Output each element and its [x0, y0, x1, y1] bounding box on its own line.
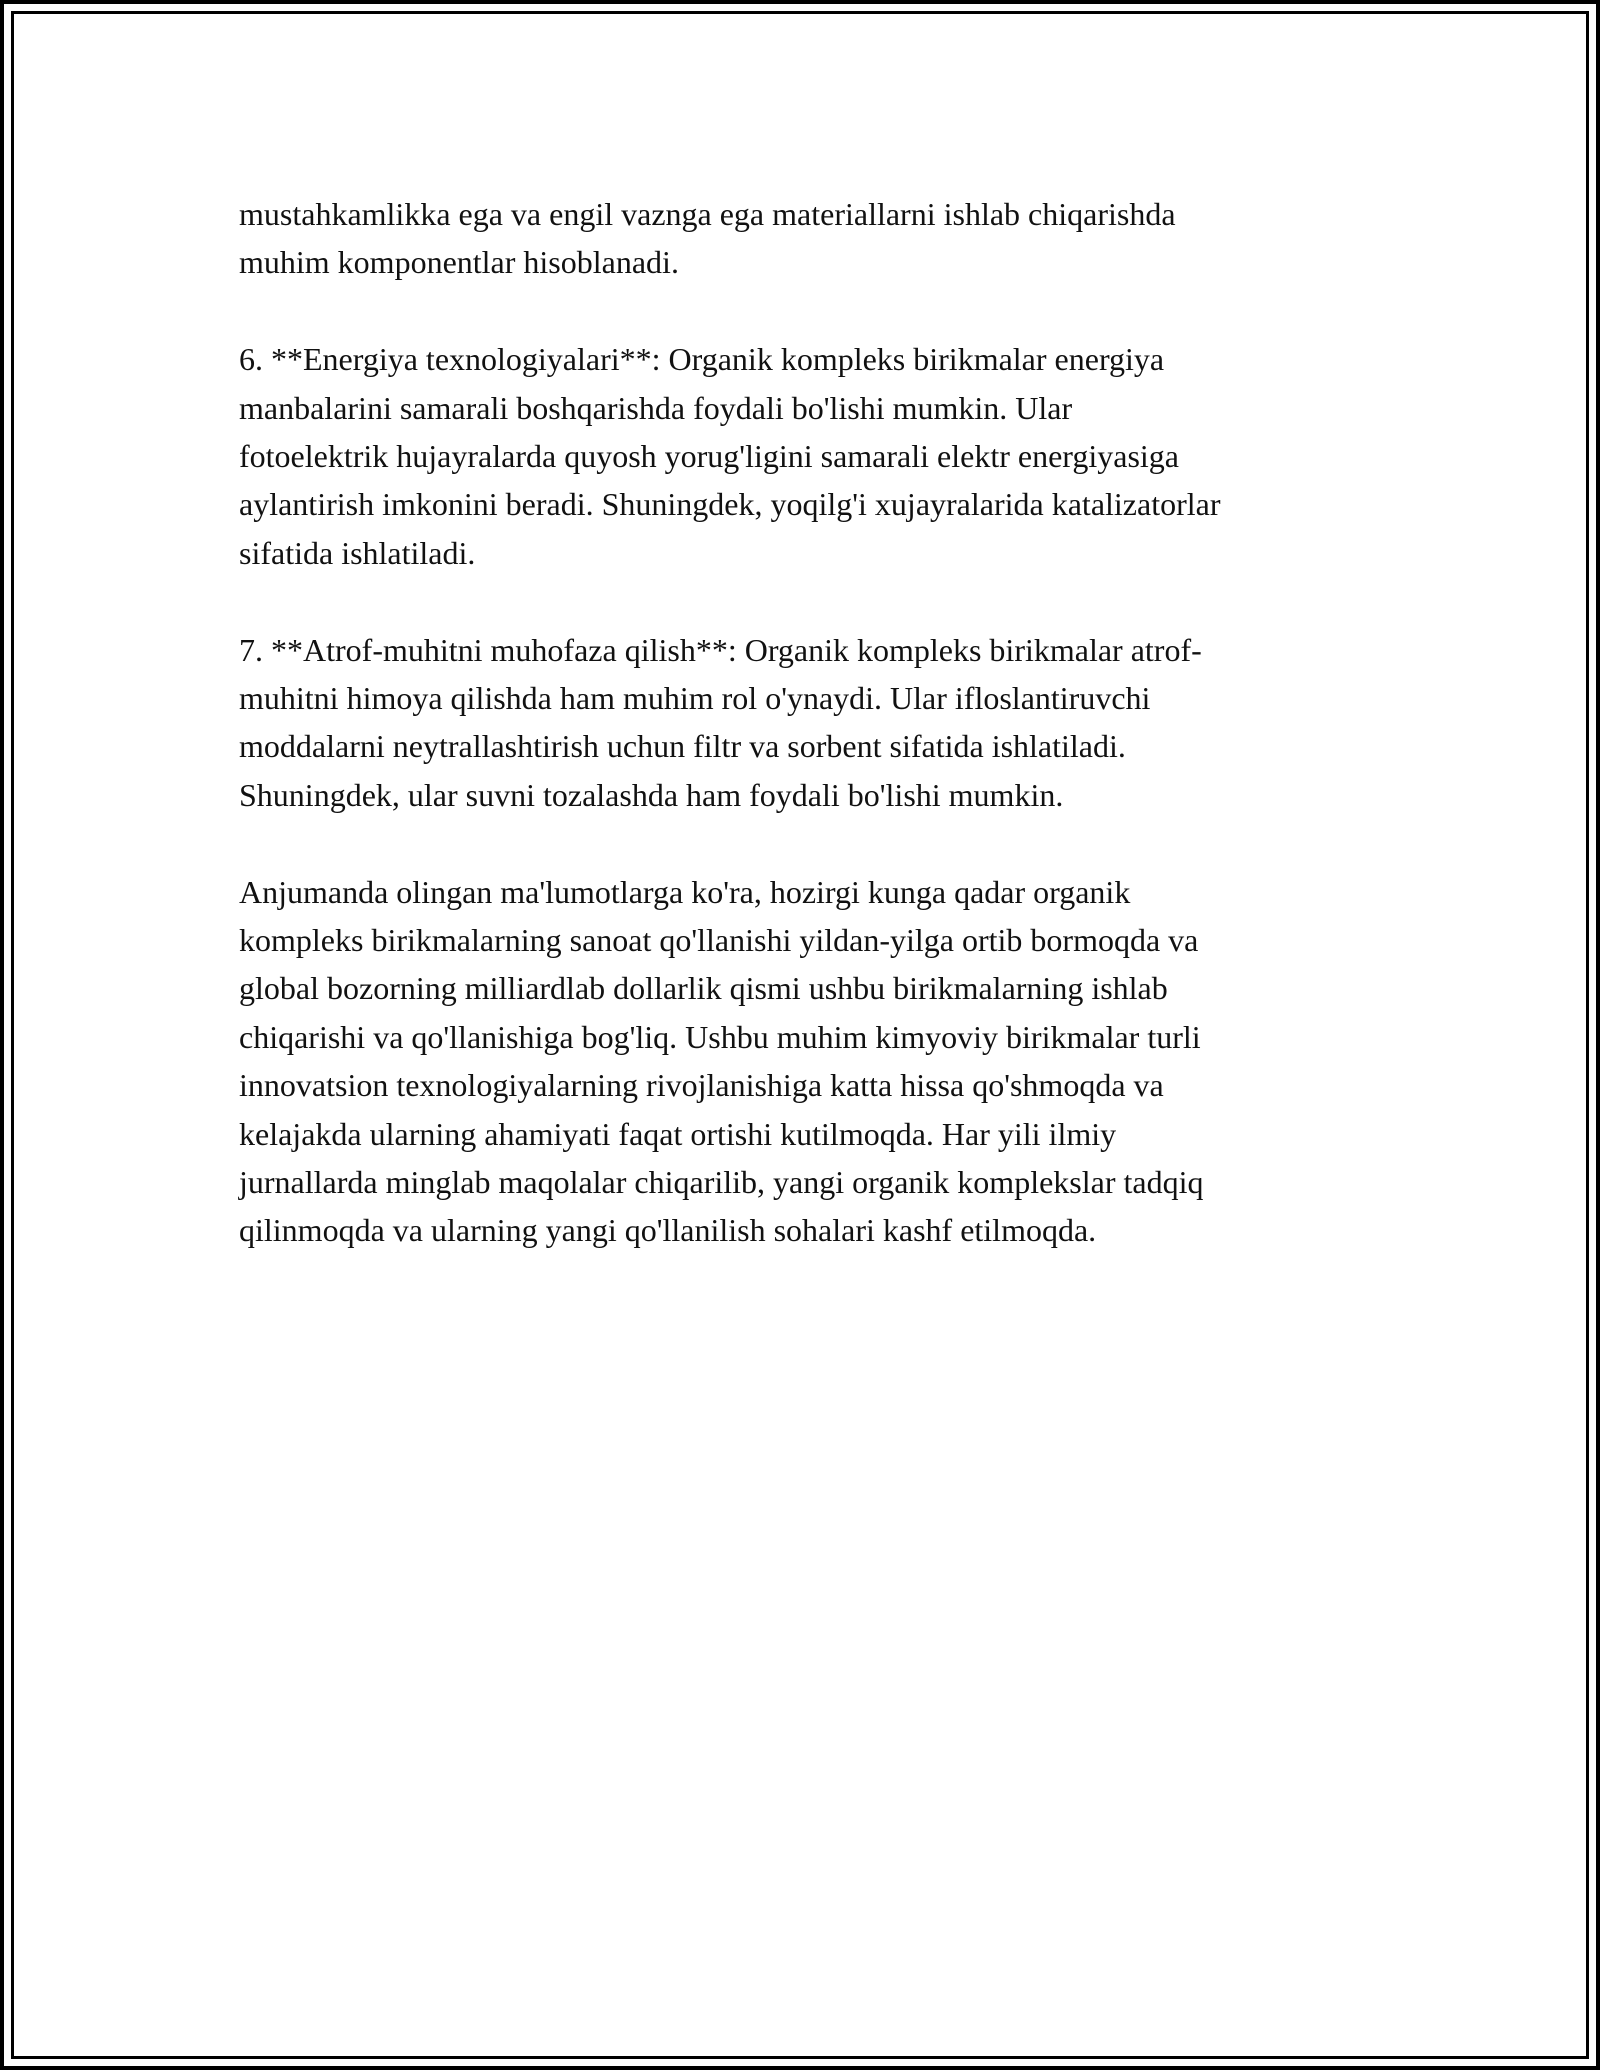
text-line: mustahkamlikka ega va engil vaznga ega materiallarni ishlab chiqarishda: [239, 196, 1176, 232]
text-line: innovatsion texnologiyalarning rivojlanishiga katta hissa qo'shmoqda va: [239, 1067, 1164, 1104]
text-line: sifatida ishlatiladi.: [239, 534, 476, 571]
text-line: fotoelektrik hujayralarda quyosh yorug'ligini samarali elektr energiyasiga: [239, 438, 1179, 475]
paragraph-continuation: [239, 190, 1404, 287]
text-line: global bozorning milliardlab dollarlik qismi ushbu birikmalarning ishlab: [239, 970, 1168, 1007]
text-line: muhim komponentlar hisoblanadi.: [239, 244, 679, 281]
text-line: Anjumanda olingan ma'lumotlarga ko'ra, hozirgi kunga qadar organik: [239, 873, 1131, 910]
text-line: muhitni himoya qilishda ham muhim rol o'ynaydi. Ular ifloslantiruvchi: [239, 680, 1151, 717]
text-line: 6. **Energiya texnologiyalari**: Organik kompleks birikmalar energiya: [239, 341, 1165, 378]
text-line: chiqarishi va qo'llanishiga bog'liq. Ushbu muhim kimyoviy birikmalar turli: [239, 1018, 1201, 1055]
text-line: aylantirish imkonini beradi. Shuningdek, yoqilg'i xujayralarida katalizatorlar: [239, 486, 1221, 523]
text-line: Shuningdek, ular suvni tozalashda ham foydali bo'lishi mumkin.: [239, 776, 1064, 813]
text-line: 7. **Atrof-muhitni muhofaza qilish**: Organik kompleks birikmalar atrof-: [239, 631, 1202, 668]
text-line: kompleks birikmalarning sanoat qo'llanishi yildan-yilga ortib bormoqda va: [239, 922, 1199, 959]
paragraph-conference-summary: [239, 868, 1404, 1255]
paragraph-environment-protection: [239, 626, 1404, 820]
paragraph-energy-technologies: [239, 335, 1404, 577]
text-line: jurnallarda minglab maqolalar chiqarilib, yangi organik komplekslar tadqiq: [239, 1164, 1204, 1201]
text-line: qilinmoqda va ularning yangi qo'llanilish sohalari kashf etilmoqda.: [239, 1212, 1097, 1249]
text-line: kelajakda ularning ahamiyati faqat ortishi kutilmoqda. Har yili ilmiy: [239, 1115, 1117, 1152]
text-line: moddalarni neytrallashtirish uchun filtr va sorbent sifatida ishlatiladi.: [239, 728, 1126, 765]
document-body: [239, 190, 1404, 1303]
text-line: manbalarini samarali boshqarishda foydali bo'lishi mumkin. Ular: [239, 389, 1073, 426]
